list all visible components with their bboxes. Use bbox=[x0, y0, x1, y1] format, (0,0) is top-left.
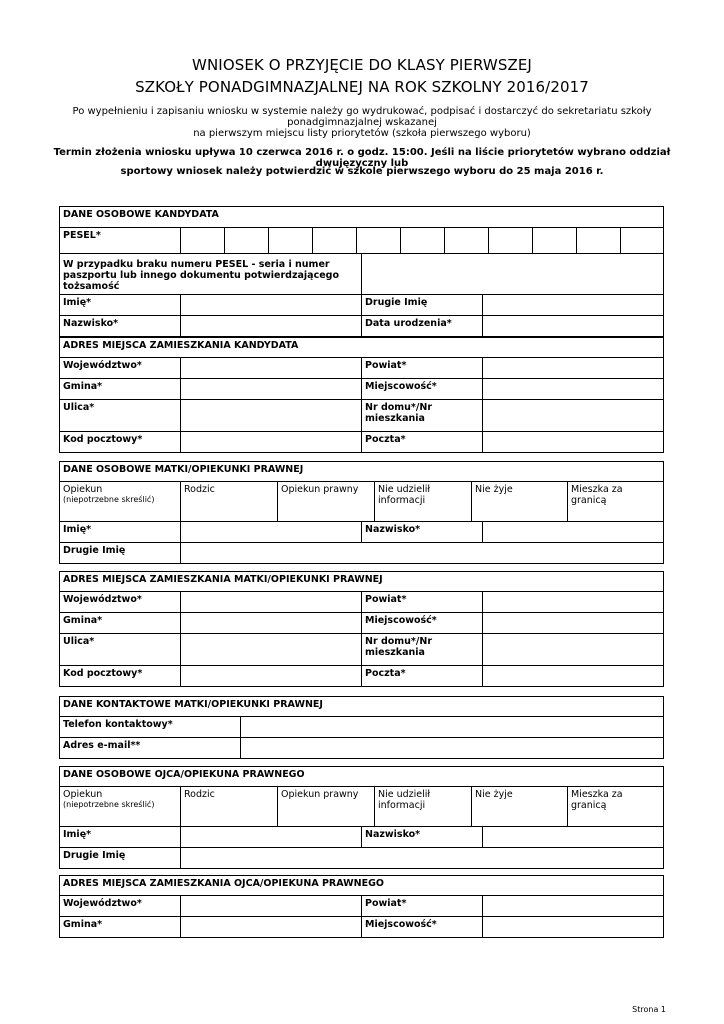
option-legal-guardian[interactable]: Opiekun prawny bbox=[278, 787, 375, 827]
section-header: DANE KONTAKTOWE MATKI/OPIEKUNKI PRAWNEJ bbox=[60, 697, 664, 717]
town-label: Miejscowość* bbox=[362, 917, 483, 938]
commune-input[interactable] bbox=[181, 917, 362, 938]
county-input[interactable] bbox=[483, 358, 664, 379]
town-input[interactable] bbox=[483, 917, 664, 938]
house-no-input[interactable] bbox=[483, 634, 664, 666]
street-label: Ulica* bbox=[60, 400, 181, 432]
commune-input[interactable] bbox=[181, 613, 362, 634]
option-legal-guardian[interactable]: Opiekun prawny bbox=[278, 482, 375, 522]
town-label: Miejscowość* bbox=[362, 379, 483, 400]
county-label: Powiat* bbox=[362, 358, 483, 379]
guardian-label: Opiekun (niepotrzebne skreślić) bbox=[60, 482, 181, 522]
father-table-2 bbox=[59, 826, 664, 869]
option-no-info[interactable]: Nie udzielił informacji bbox=[375, 482, 472, 522]
candidate-table bbox=[59, 206, 664, 254]
county-input[interactable] bbox=[483, 896, 664, 917]
father-surname-input[interactable] bbox=[483, 827, 664, 848]
email-input[interactable] bbox=[241, 738, 664, 759]
form-title-line1: WNIOSEK O PRZYJĘCIE DO KLASY PIERWSZEJ bbox=[192, 56, 532, 74]
section-header: DANE OSOBOWE OJCA/OPIEKUNA PRAWNEGO bbox=[60, 767, 664, 787]
postal-code-label: Kod pocztowy* bbox=[60, 432, 181, 453]
deadline-line1: Termin złożenia wniosku upływa 10 czerwca 2016 r. o godz. 15:00. Jeśli na liście priorytetów wybrano oddział dwujęzyczny lub bbox=[53, 147, 671, 169]
intro-line1: Po wypełnieniu i zapisaniu wniosku w systemie należy go wydrukować, podpisać i dostarczyć do sekretariatu szkoły ponadgimnazjalnej wskazanej bbox=[72, 106, 652, 128]
mother-table-2 bbox=[59, 521, 664, 564]
commune-input[interactable] bbox=[181, 379, 362, 400]
mother-first-name-label: Imię* bbox=[60, 522, 181, 543]
voivodeship-input[interactable] bbox=[181, 358, 362, 379]
option-parent[interactable]: Rodzic bbox=[181, 787, 278, 827]
town-input[interactable] bbox=[483, 613, 664, 634]
section-header: DANE OSOBOWE MATKI/OPIEKUNKI PRAWNEJ bbox=[60, 462, 664, 482]
pesel-label: PESEL* bbox=[60, 228, 181, 254]
phone-input[interactable] bbox=[241, 717, 664, 738]
voivodeship-label: Województwo* bbox=[60, 896, 181, 917]
street-input[interactable] bbox=[181, 634, 362, 666]
first-name-label: Imię* bbox=[60, 295, 181, 316]
pesel-digit-7[interactable] bbox=[445, 228, 489, 254]
father-address-table bbox=[59, 875, 664, 938]
section-header: ADRES MIEJSCA ZAMIESZKANIA KANDYDATA bbox=[60, 338, 664, 358]
street-label: Ulica* bbox=[60, 634, 181, 666]
page-number: Strona 1 bbox=[632, 1005, 666, 1014]
post-label: Poczta* bbox=[362, 666, 483, 687]
mother-contact-table bbox=[59, 696, 664, 759]
pesel-digit-9[interactable] bbox=[533, 228, 577, 254]
option-parent[interactable]: Rodzic bbox=[181, 482, 278, 522]
postal-code-input[interactable] bbox=[181, 666, 362, 687]
option-deceased[interactable]: Nie żyje bbox=[472, 482, 568, 522]
post-input[interactable] bbox=[483, 432, 664, 453]
postal-code-input[interactable] bbox=[181, 432, 362, 453]
second-name-input[interactable] bbox=[483, 295, 664, 316]
father-table bbox=[59, 766, 664, 827]
pesel-digit-5[interactable] bbox=[357, 228, 401, 254]
mother-second-name-input[interactable] bbox=[181, 543, 664, 564]
mother-address-table bbox=[59, 571, 664, 687]
birth-date-input[interactable] bbox=[483, 316, 664, 337]
pesel-digit-6[interactable] bbox=[401, 228, 445, 254]
voivodeship-input[interactable] bbox=[181, 896, 362, 917]
father-second-name-input[interactable] bbox=[181, 848, 664, 869]
house-no-label: Nr domu*/Nr mieszkania bbox=[362, 634, 483, 666]
intro-line2: na pierwszym miejscu listy priorytetów (szkoła pierwszego wyboru) bbox=[193, 128, 531, 139]
phone-label: Telefon kontaktowy* bbox=[60, 717, 241, 738]
second-name-label: Drugie Imię bbox=[362, 295, 483, 316]
mother-surname-input[interactable] bbox=[483, 522, 664, 543]
pesel-digit-3[interactable] bbox=[269, 228, 313, 254]
father-second-name-label: Drugie Imię bbox=[60, 848, 181, 869]
section-header: ADRES MIEJSCA ZAMIESZKANIA OJCA/OPIEKUNA PRAWNEGO bbox=[60, 876, 664, 896]
commune-label: Gmina* bbox=[60, 379, 181, 400]
house-no-input[interactable] bbox=[483, 400, 664, 432]
section-header: ADRES MIEJSCA ZAMIESZKANIA MATKI/OPIEKUNKI PRAWNEJ bbox=[60, 572, 664, 592]
voivodeship-label: Województwo* bbox=[60, 358, 181, 379]
town-input[interactable] bbox=[483, 379, 664, 400]
form-title-line2: SZKOŁY PONADGIMNAZJALNEJ NA ROK SZKOLNY 2016/2017 bbox=[135, 78, 589, 96]
pesel-digit-8[interactable] bbox=[489, 228, 533, 254]
town-label: Miejscowość* bbox=[362, 613, 483, 634]
house-no-label: Nr domu*/Nr mieszkania bbox=[362, 400, 483, 432]
father-first-name-label: Imię* bbox=[60, 827, 181, 848]
pesel-digit-1[interactable] bbox=[181, 228, 225, 254]
mother-second-name-label: Drugie Imię bbox=[60, 543, 181, 564]
mother-first-name-input[interactable] bbox=[181, 522, 362, 543]
county-label: Powiat* bbox=[362, 592, 483, 613]
passport-input[interactable] bbox=[362, 254, 664, 295]
option-abroad[interactable]: Mieszka za granicą bbox=[568, 482, 664, 522]
commune-label: Gmina* bbox=[60, 917, 181, 938]
passport-label: W przypadku braku numeru PESEL - seria i numer paszportu lub innego dokumentu potwierdzającego tożsamość bbox=[60, 254, 362, 295]
surname-label: Nazwisko* bbox=[60, 316, 181, 337]
pesel-digit-2[interactable] bbox=[225, 228, 269, 254]
postal-code-label: Kod pocztowy* bbox=[60, 666, 181, 687]
candidate-table-2 bbox=[59, 253, 664, 337]
pesel-digit-11[interactable] bbox=[621, 228, 664, 254]
mother-table bbox=[59, 461, 664, 522]
birth-date-label: Data urodzenia* bbox=[362, 316, 483, 337]
pesel-digit-10[interactable] bbox=[577, 228, 621, 254]
county-label: Powiat* bbox=[362, 896, 483, 917]
voivodeship-label: Województwo* bbox=[60, 592, 181, 613]
surname-input[interactable] bbox=[181, 316, 362, 337]
father-surname-label: Nazwisko* bbox=[362, 827, 483, 848]
county-input[interactable] bbox=[483, 592, 664, 613]
commune-label: Gmina* bbox=[60, 613, 181, 634]
first-name-input[interactable] bbox=[181, 295, 362, 316]
guardian-label: Opiekun (niepotrzebne skreślić) bbox=[60, 787, 181, 827]
email-label: Adres e-mail** bbox=[60, 738, 241, 759]
section-header: DANE OSOBOWE KANDYDATA bbox=[60, 207, 664, 228]
option-abroad[interactable]: Mieszka za granicą bbox=[568, 787, 664, 827]
pesel-digit-4[interactable] bbox=[313, 228, 357, 254]
option-no-info[interactable]: Nie udzielił informacji bbox=[375, 787, 472, 827]
mother-surname-label: Nazwisko* bbox=[362, 522, 483, 543]
father-first-name-input[interactable] bbox=[181, 827, 362, 848]
option-deceased[interactable]: Nie żyje bbox=[472, 787, 568, 827]
street-input[interactable] bbox=[181, 400, 362, 432]
post-label: Poczta* bbox=[362, 432, 483, 453]
candidate-address-table bbox=[59, 337, 664, 453]
voivodeship-input[interactable] bbox=[181, 592, 362, 613]
post-input[interactable] bbox=[483, 666, 664, 687]
deadline-line2: sportowy wniosek należy potwierdzić w szkole pierwszego wyboru do 25 maja 2016 r. bbox=[120, 166, 604, 177]
